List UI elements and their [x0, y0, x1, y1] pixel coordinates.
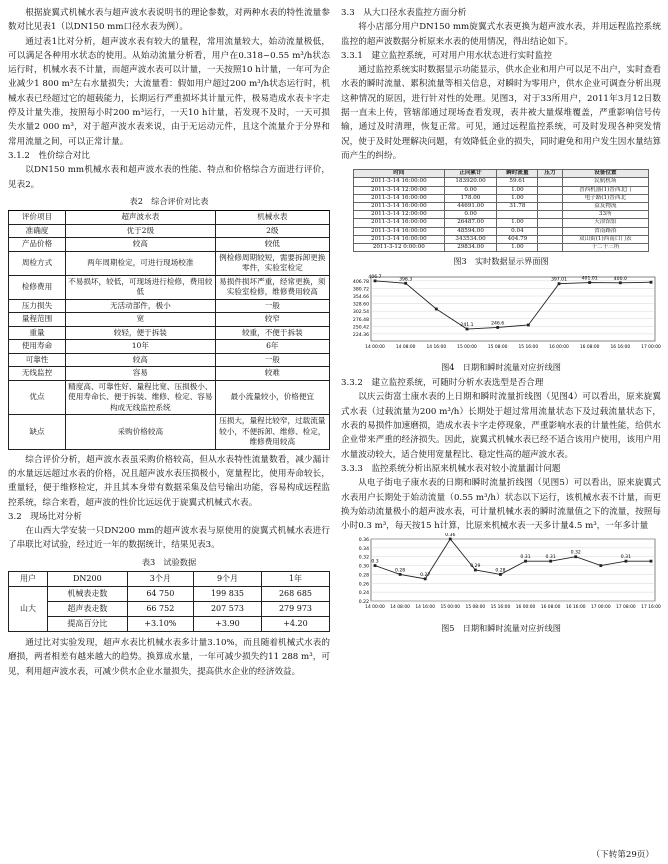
- figure-4-chart: [341, 271, 661, 353]
- x-tick-label: 14 00:00: [365, 605, 385, 611]
- grid-cell: [497, 211, 538, 219]
- table-row: [9, 299, 330, 313]
- grid-row: [354, 211, 649, 219]
- data-label: 400.0: [613, 276, 627, 282]
- x-tick-label: 16 00:00: [549, 344, 569, 350]
- table-cell: 采购价格较高: [66, 415, 216, 450]
- x-tick-label: 15 08:00: [465, 605, 486, 611]
- y-tick-label: 354.66: [352, 294, 369, 300]
- x-tick-label: 15 16:00: [490, 605, 511, 611]
- table-row: [9, 353, 330, 367]
- table-cell: 不易损坏，较低，可现场进行检修，费用较低: [66, 275, 216, 299]
- table-header-cell: 1年: [261, 572, 329, 587]
- plot-area: [371, 277, 655, 341]
- table-cell: 较高: [66, 238, 216, 252]
- data-point: [558, 282, 561, 285]
- grid-cell: 48594.00: [444, 227, 497, 235]
- section-heading: 3.3.1 建立监控系统，可对用户用水状态进行实时监控: [341, 50, 552, 61]
- table-row: [9, 224, 330, 238]
- grid-cell: 电子路(1)晋西北: [562, 194, 648, 202]
- y-tick-label: 0.34: [358, 547, 369, 553]
- y-tick-label: 380.72: [352, 287, 369, 293]
- grid-row: [354, 186, 649, 194]
- x-tick-label: 16 08:00: [579, 344, 600, 350]
- grid-row: [354, 194, 649, 202]
- data-point: [374, 565, 377, 568]
- y-tick-label: 0.32: [358, 556, 369, 562]
- table-cell: 重量: [9, 326, 66, 340]
- section-heading: 3.1.2 性价综合对比: [8, 150, 91, 161]
- table-header-cell: DN200: [47, 572, 127, 587]
- data-point: [466, 327, 469, 330]
- table-cell: 279 973: [261, 602, 329, 617]
- data-point: [574, 556, 577, 559]
- data-label: 0.31: [620, 555, 632, 561]
- table-cell: 较高: [66, 353, 216, 367]
- grid-cell: 2011-3-14 16:00:00: [354, 178, 445, 186]
- table-cell: 检修费用: [9, 275, 66, 299]
- x-tick-label: 15 08:00: [487, 344, 508, 350]
- paragraph: 根据旋翼式机械水表与超声波水表说明书的理论参数，对两种水表的特性流量参数对比见表1（以DN150 mm口径水表为例）。: [8, 8, 330, 33]
- grid-header-cell: 设备位置: [562, 170, 648, 178]
- y-tick-label: 302.54: [352, 309, 369, 315]
- table-row: [9, 367, 330, 381]
- right-column: [341, 6, 661, 637]
- table-cell: 10年: [66, 340, 216, 354]
- data-point: [496, 326, 499, 329]
- grid-header-cell: 瞬时流量: [497, 170, 538, 178]
- grid-cell: [538, 235, 562, 243]
- table-header-cell: 用户: [9, 572, 48, 587]
- x-tick-label: 16 16:00: [610, 344, 631, 350]
- test-data-table: [8, 571, 330, 632]
- y-tick-label: 0.26: [358, 582, 369, 588]
- data-point: [650, 280, 653, 283]
- y-tick-label: 328.60: [352, 302, 369, 308]
- y-tick-label: 224.36: [352, 332, 369, 338]
- grid-cell: 33所: [562, 211, 648, 219]
- grid-cell: 晋西机器(1)晋西北门: [562, 186, 648, 194]
- table-cell: 精度高、可靠性好、量程比宽、压损极小、使用寿命长、便于拆装、维修、检定、容易构成无线监控系统: [66, 380, 216, 415]
- table-cell: 例检修周期较短，需要拆卸更换零件，实验室检定: [215, 251, 329, 275]
- grid-row: [354, 203, 649, 211]
- x-tick-label: 15 16:00: [518, 344, 539, 350]
- table-cell: 一般: [215, 353, 329, 367]
- table-header-cell: 机械水表: [215, 211, 329, 225]
- grid-cell: [538, 203, 562, 211]
- realtime-data-grid: [353, 169, 649, 252]
- table-cell: 较轻，便于拆装: [66, 326, 216, 340]
- table-cell: 使用寿命: [9, 340, 66, 354]
- paragraph: 从电子街电子康水表的日期和瞬时流量折线图（见图5）可以看出，原来旋翼式水表用户长期处于始动流量（0.55 m³/h）状态以下运行，该机械水表不计量，而更换为始动流量极小的超声波水表，可计量机械水表的瞬时流量值之下的流量，按照每小时0.3 m³，每天按15 h计算，比原来机械水表一天多计量4.5 m³，一年多计量: [341, 478, 661, 532]
- table-cell: 一般: [215, 299, 329, 313]
- grid-cell: [538, 219, 562, 227]
- data-point: [404, 282, 407, 285]
- grid-cell: [538, 186, 562, 194]
- data-point: [424, 578, 427, 581]
- x-tick-label: 14 00:00: [365, 344, 385, 350]
- grid-cell: 2011-3-14 12:00:00: [354, 211, 445, 219]
- table-row: [9, 251, 330, 275]
- grid-header-row: [354, 170, 649, 178]
- table-cell: 268 685: [261, 587, 329, 602]
- x-tick-label: 17 16:00: [641, 605, 661, 611]
- table-cell: 宽: [66, 313, 216, 327]
- table-row: [9, 340, 330, 354]
- x-tick-label: 16 08:00: [540, 605, 561, 611]
- data-point: [549, 560, 552, 563]
- paragraph: 通过监控系统实时数据显示功能显示，供水企业和用户可以足不出户，实时查看水表的瞬时流量、累积流量等相关信息，对瞬时为零用户，供水企业可调查分析出现这种情况的原因，进行针对性的处理。见图3，对于33所用户，2011年3月12日数据一直未上传，管辖部通过现场查看发现，表井被大量煤堆覆盖，严重影响信号传输，通过及时清理，恢复正常。可见，通过远程监控系统，可及时发现各种突发情况，使于及时处理解决问题，有效降低企业的损失，同时避免和用户发生因水量结算而产生的纠纷。: [341, 65, 661, 161]
- data-point: [435, 307, 438, 310]
- grid-cell: 2011-3-14 12:00:00: [354, 186, 445, 194]
- comparison-table: [8, 210, 330, 450]
- y-tick-label: 250.42: [352, 324, 369, 330]
- x-tick-label: 17 00:00: [590, 605, 611, 611]
- table-row: [9, 602, 330, 617]
- table-cell: 压力损失: [9, 299, 66, 313]
- x-tick-label: 16 16:00: [565, 605, 586, 611]
- plot-area: [371, 539, 655, 601]
- y-tick-label: 0.28: [358, 573, 369, 579]
- data-label: 397.01: [550, 277, 568, 283]
- grid-cell: 1.00: [497, 244, 538, 252]
- table-cell: 优于2级: [66, 224, 216, 238]
- table-cell: 产品价格: [9, 238, 66, 252]
- x-tick-label: 16 00:00: [515, 605, 536, 611]
- table-cell: +4.20: [261, 617, 329, 632]
- grid-cell: 0.00: [444, 211, 497, 219]
- grid-cell: 省南路浴: [562, 227, 648, 235]
- x-tick-label: 14 08:00: [390, 605, 410, 611]
- paragraph: 以DN150 mm机械水表和超声波水表的性能、特点和价格综合方面进行评价，见表2。: [8, 165, 330, 190]
- grid-cell: 1.00: [497, 186, 538, 194]
- y-tick-label: 0.22: [358, 600, 369, 606]
- data-label: 241.1: [460, 322, 474, 328]
- data-label: 0.28: [394, 568, 406, 574]
- table-row: [9, 617, 330, 632]
- table-row: [9, 380, 330, 415]
- grid-row: [354, 178, 649, 186]
- y-tick-label: 0.24: [358, 591, 369, 597]
- grid-cell: 404.79: [497, 235, 538, 243]
- data-label: 0.32: [570, 551, 581, 557]
- paragraph: 通过比对实验发现，超声水表比机械水表多计量3.10%，而且随着机械式水表的磨损，两者相差有越来越大的趋势。换算成水量，一年可减少损失约11 288 m³，可见，利用超声波水表，可减少供水企业水量损失，提高供水企业的经济效益。: [8, 638, 330, 677]
- table-cell: 优点: [9, 380, 66, 415]
- table-cell: 周检方式: [9, 251, 66, 275]
- table-header-row: [9, 211, 330, 225]
- grid-header-cell: 压力: [538, 170, 562, 178]
- table-cell: 提高百分比: [47, 617, 127, 632]
- data-point: [599, 565, 602, 568]
- table-cell: 准确度: [9, 224, 66, 238]
- data-point: [625, 560, 628, 563]
- data-label: 0.28: [495, 568, 506, 574]
- table-cell: 207 573: [194, 602, 262, 617]
- figure-caption: 图3 实时数据显示界面图: [453, 256, 549, 267]
- table-row: [9, 326, 330, 340]
- grid-cell: 2011-3-14 16:00:00: [354, 203, 445, 211]
- table-cell: 199 835: [194, 587, 262, 602]
- table-cell: 较难: [215, 367, 329, 381]
- table-row: [9, 238, 330, 252]
- table-cell: 超声表走数: [47, 602, 127, 617]
- y-tick-label: 0.30: [358, 565, 369, 571]
- table-cell: 山大: [9, 587, 48, 632]
- grid-cell: 0.04: [497, 227, 538, 235]
- figure-caption: 图4 日期和瞬时流量对应折线图: [441, 361, 561, 372]
- section-heading: 3.3.3 监控系统分析出原来机械水表对较小流量漏计问题: [341, 463, 561, 474]
- table-caption: 表2 综合评价对比表: [129, 195, 209, 206]
- grid-cell: 1.00: [497, 219, 538, 227]
- section-heading: 3.3.2 建立监控系统，可随时分析水表选型是否合理: [341, 378, 544, 389]
- table-header-row: [9, 572, 330, 587]
- grid-row: [354, 235, 649, 243]
- data-label: 406.7: [368, 274, 382, 280]
- table-cell: 最小流量较小，价格便宜: [215, 380, 329, 415]
- table-caption: 表3 试验数据: [141, 556, 197, 567]
- grid-cell: 双山街(1)西南口门表: [562, 235, 648, 243]
- figure-5-chart: [341, 533, 661, 613]
- grid-cell: 2011-3-12 0:00:00: [354, 244, 445, 252]
- table-cell: 66 752: [127, 602, 193, 617]
- data-label: 0.27: [420, 573, 431, 579]
- table-row: [9, 275, 330, 299]
- table-cell: 容易: [66, 367, 216, 381]
- grid-cell: 178.00: [444, 194, 497, 202]
- grid-cell: 天津馆馆: [562, 219, 648, 227]
- x-tick-label: 15 00:00: [457, 344, 477, 350]
- grid-header-cell: 正向累计: [444, 170, 497, 178]
- grid-cell: 十二十三所: [562, 244, 648, 252]
- table-cell: 量程范围: [9, 313, 66, 327]
- grid-cell: 31.78: [497, 203, 538, 211]
- grid-cell: 26487.00: [444, 219, 497, 227]
- y-tick-label: 0.36: [358, 538, 369, 544]
- table-cell: +3.90: [194, 617, 262, 632]
- section-heading: 3.3 从大口径水表监控方面分析: [341, 8, 467, 18]
- grid-cell: 29834.00: [444, 244, 497, 252]
- table-header-cell: 9个月: [194, 572, 262, 587]
- data-label: 246.6: [491, 321, 505, 327]
- continued-note: （下转第29页）: [591, 850, 654, 860]
- grid-row: [354, 227, 649, 235]
- table-cell: 无线监控: [9, 367, 66, 381]
- table-cell: 较窄: [215, 313, 329, 327]
- data-point: [499, 573, 502, 576]
- table-cell: +3.10%: [127, 617, 193, 632]
- table-row: [9, 587, 330, 602]
- grid-cell: [538, 211, 562, 219]
- data-label: 401.01: [581, 276, 598, 282]
- table-header-cell: 评价项目: [9, 211, 66, 225]
- data-point: [619, 281, 622, 284]
- table-header-cell: 3个月: [127, 572, 193, 587]
- data-point: [650, 560, 653, 563]
- table-cell: 可靠性: [9, 353, 66, 367]
- paragraph: 通过表1比对分析，超声波水表有较大的量程，常用流量较大，始动流量极低，可以满足各种用水状态的使用。从始动流量分析看，用户在0.318~0.55 m³/h状态运行时，机械水表不计量，而超声波水表可以计量，一天按照10 h计量，一年可为企业减少1 800 m³左右水量损失；大流量看：假如用户超过200 m³/h状态运行时，机械水表已经超过它的超载能力，长期运行严重损坏其计量元件，极易造成水表卡字走停及计量失准，按照每小时200 m³运行，一天10 h计量，若发现不及时，一天可损失水量2 000 m³，对于超声波水表来说，由于无运动元件，且这个流量介于分界和常用流量之间，可以正常计量。: [8, 36, 330, 147]
- y-tick-label: 276.48: [352, 317, 369, 323]
- grid-cell: 1.00: [497, 194, 538, 202]
- paragraph: 在山西大学安装一只DN200 mm的超声波水表与原使用的旋翼式机械水表进行了串联比对试验，经过近一年的数据统计，结果见表3。: [8, 526, 330, 551]
- table-row: [9, 415, 330, 450]
- section-heading: 3.2 现场比对分析: [8, 511, 82, 522]
- grid-cell: 183920.00: [444, 178, 497, 186]
- grid-cell: 343534.00: [444, 235, 497, 243]
- data-point: [588, 281, 591, 284]
- figure-3: [341, 169, 661, 252]
- table-header-cell: 超声波水表: [66, 211, 216, 225]
- paragraph: 将小店部分用户DN150 mm旋翼式水表更换为超声波水表，并用远程监控系统监控的超声波数据分析原来水表的使用情况，得出结论如下。: [341, 22, 661, 47]
- table-cell: 无活动部件，极小: [66, 299, 216, 313]
- table-cell: 较低: [215, 238, 329, 252]
- grid-cell: [538, 178, 562, 186]
- grid-cell: [538, 194, 562, 202]
- table-cell: 机械表走数: [47, 587, 127, 602]
- x-tick-label: 17 08:00: [616, 605, 636, 611]
- table-cell: 压损大，量程比较窄，过载流量较小，不便拆卸、维修、检定，维修费用较高: [215, 415, 329, 450]
- grid-cell: [538, 227, 562, 235]
- grid-cell: 2011-3-14 16:00:00: [354, 235, 445, 243]
- grid-cell: 2011-3-14 16:00:00: [354, 194, 445, 202]
- table-cell: 易损件损坏严重，经常更换，须实验室检修，维修费用较高: [215, 275, 329, 299]
- x-tick-label: 14 08:00: [395, 344, 416, 350]
- x-tick-label: 15 00:00: [440, 605, 461, 611]
- data-label: 398.3: [399, 276, 413, 282]
- table-cell: 缺点: [9, 415, 66, 450]
- grid-cell: 59.61: [497, 178, 538, 186]
- data-point: [474, 569, 477, 572]
- data-point: [524, 560, 527, 563]
- grid-cell: 民航机场: [562, 178, 648, 186]
- table-cell: 较重，不便于拆装: [215, 326, 329, 340]
- grid-cell: 0.00: [444, 186, 497, 194]
- data-point: [399, 573, 402, 576]
- data-point: [374, 279, 377, 282]
- data-label: 0.29: [470, 564, 481, 570]
- data-label: 0.36: [445, 533, 456, 539]
- table-cell: 64 750: [127, 587, 193, 602]
- left-column: [8, 6, 330, 679]
- grid-cell: 2011-3-14 16:00:00: [354, 227, 445, 235]
- table-row: [9, 313, 330, 327]
- data-label: 0.31: [545, 555, 556, 561]
- figure-caption: 图5 日期和瞬时流量对应折线图: [441, 622, 561, 633]
- grid-cell: [538, 244, 562, 252]
- paragraph: 综合评价分析，超声波水表虽采购价格较高，但从水表特性流量数看，减少漏计的水量远远超过水表的价格，况且超声波水表压损极小，宽量程比，使用寿命较长，重量轻，便于维修检定，并且其本身带有数据采集及信号输出功能，容易构成远程监控系统，综合来看，超声波的性价比远远优于旋翼式机械式水表。: [8, 454, 330, 508]
- paragraph: 以庆云街富士康水表的上日期和瞬时流量折线图（见图4）可以看出，原来旋翼式水表（过载流量为200 m³/h）长期处于超过常用流量状态下及过载流量状态下，水表的易损件加速磨损，造成水表卡字走停现象，严重影响水表的计量性能，给供水企业带来严重的经济损失。因此，旋翼式机械水表已经不适合该用户使用，该用户用水量波动较大，适合使用宽量程比、稳定性高的超声波水表。: [341, 392, 661, 460]
- grid-cell: 2011-3-14 16:00:00: [354, 219, 445, 227]
- table-cell: 6年: [215, 340, 329, 354]
- x-tick-label: 17 00:00: [641, 344, 661, 350]
- x-tick-label: 14 16:00: [426, 344, 447, 350]
- data-label: 0.31: [520, 555, 531, 561]
- grid-cell: 益友物流: [562, 203, 648, 211]
- grid-header-cell: 时间: [354, 170, 445, 178]
- grid-cell: 44691.00: [444, 203, 497, 211]
- y-tick-label: 406.78: [352, 279, 369, 285]
- table-cell: 2级: [215, 224, 329, 238]
- data-point: [449, 538, 452, 541]
- grid-row: [354, 219, 649, 227]
- data-label: 0.3: [371, 560, 379, 566]
- table-cell: 两年周期检定，可进行现场校准: [66, 251, 216, 275]
- grid-row: [354, 244, 649, 252]
- x-tick-label: 14 16:00: [415, 605, 436, 611]
- data-point: [527, 323, 530, 326]
